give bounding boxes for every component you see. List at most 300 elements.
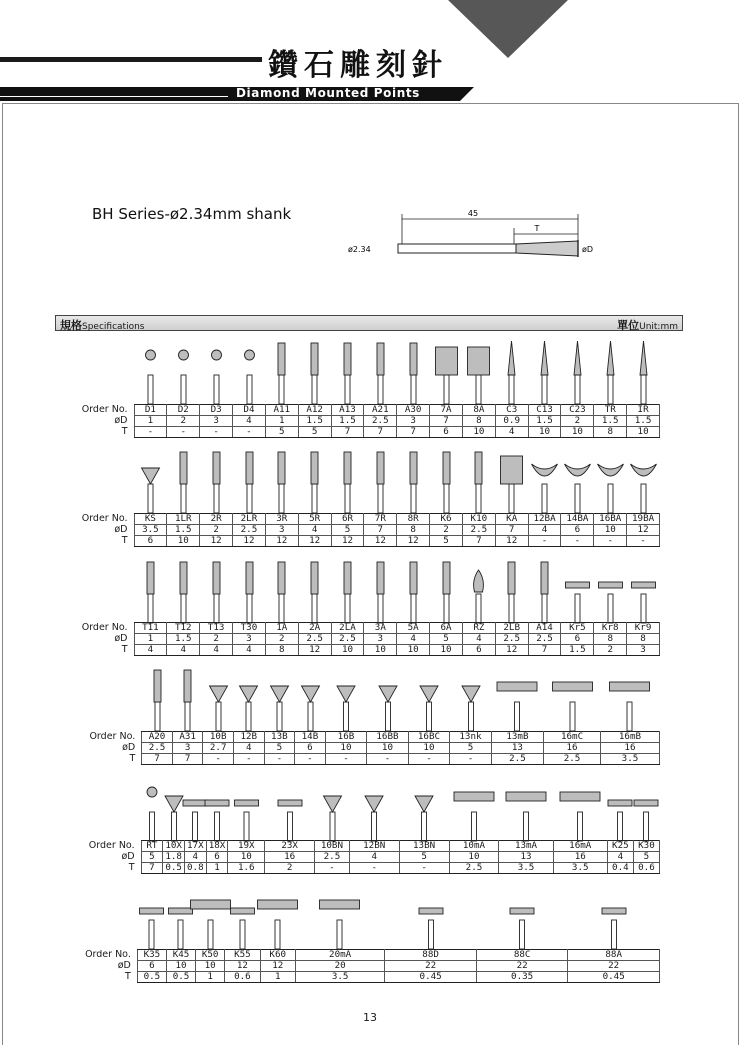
table-row-order (50, 623, 660, 634)
table-cell-t: 12 (495, 536, 528, 547)
table-cell-od: 1 (265, 416, 298, 427)
table-cell-order: D3 (200, 405, 233, 416)
table-cell-order: RT (141, 841, 163, 852)
tool-icon (632, 582, 656, 623)
table-cell-t: 3.5 (600, 754, 659, 765)
table-cell-t: 10 (462, 427, 495, 438)
table-cell-t: 0.45 (568, 972, 660, 983)
table-cell-t: 0.35 (476, 972, 568, 983)
table-cell-od: 2 (200, 525, 233, 536)
table-cell-t: 12 (364, 536, 397, 547)
tool-icon (553, 682, 593, 731)
table-cell-order: 13mB (491, 732, 543, 743)
table-cell-order: Kr9 (627, 623, 660, 634)
table-cell-od: 2.5 (331, 634, 364, 645)
table-cell-od: 10 (594, 525, 627, 536)
table-cell-t: 0.4 (607, 863, 633, 874)
table-cell-t: - (627, 536, 660, 547)
shank-t-label: T (534, 224, 540, 233)
row-label-t: T (125, 971, 131, 982)
table-cell-order: 5A (397, 623, 430, 634)
table-cell-t: 1 (206, 863, 228, 874)
tool-icon (607, 341, 614, 404)
header-rule (0, 57, 262, 62)
table-cell-order: 2LB (495, 623, 528, 634)
table-cell-t: 3.5 (499, 863, 553, 874)
table-cell-od: 10 (408, 743, 450, 754)
row-label-od: øD (121, 851, 135, 862)
table-cell-order: 16BB (367, 732, 409, 743)
table-cell-t: 5 (265, 427, 298, 438)
table-cell-order: 10BN (315, 841, 350, 852)
table-row-t (50, 427, 660, 438)
tool-icon (302, 686, 320, 731)
table-cell-od: 1.5 (627, 416, 660, 427)
table-cell-od: 1.8 (163, 852, 185, 863)
table-cell-od: 10 (449, 852, 499, 863)
table-cell-t: 12 (233, 536, 266, 547)
tool-icon (436, 347, 458, 404)
table-cell-t: 4 (167, 645, 200, 656)
tool-icon (337, 686, 355, 731)
tool-icon (468, 347, 490, 404)
table-cell-od: 10 (367, 743, 409, 754)
table-cell-t: 6 (134, 536, 167, 547)
table-cell-order: K25 (607, 841, 633, 852)
table-cell-t: 7 (331, 427, 364, 438)
tool-icon (210, 686, 228, 731)
table-cell-order: A30 (397, 405, 430, 416)
tool-icon (180, 562, 187, 623)
tool-icon (142, 468, 160, 513)
table-cell-t: 0.45 (385, 972, 477, 983)
table-cell-t: 3.5 (295, 972, 384, 983)
table-cell-t: - (200, 427, 233, 438)
table-cell-t: 12 (495, 645, 528, 656)
table-cell-order: 16mA (553, 841, 607, 852)
table-cell-od: 6 (206, 852, 228, 863)
table-cell-od: 2 (167, 416, 200, 427)
table-cell-od: 4 (397, 634, 430, 645)
table-cell-t: 7 (397, 427, 430, 438)
table-cell-t: 4 (200, 645, 233, 656)
specifications-label-en: Specifications (82, 322, 145, 332)
tool-icon (475, 452, 482, 513)
table-cell-od: 6 (295, 743, 326, 754)
table-cell-order: 2R (200, 514, 233, 525)
table-cell-od: 5 (264, 743, 295, 754)
table-cell-t: 7 (364, 427, 397, 438)
table-cell-order: 6A (430, 623, 463, 634)
table-cell-od: 10 (196, 961, 225, 972)
table-cell-t: 2.5 (544, 754, 601, 765)
table-cell-od: 1.5 (298, 416, 331, 427)
table-cell-od: 3 (364, 634, 397, 645)
tool-icon (344, 562, 351, 623)
tool-icon (278, 452, 285, 513)
tool-icon (506, 792, 546, 841)
table-cell-od: 16 (600, 743, 659, 754)
tool-icon (508, 562, 515, 623)
table-cell-t: 0.6 (633, 863, 659, 874)
table-cell-t: 8 (594, 427, 627, 438)
table-cell-t: 12 (200, 536, 233, 547)
table-cell-t: 1.6 (228, 863, 265, 874)
tool-icon (146, 350, 156, 404)
tool-icon (165, 796, 183, 841)
table-cell-od: 7 (495, 525, 528, 536)
table-cell-t: - (450, 754, 492, 765)
tool-icon (510, 908, 534, 949)
table-cell-t: 8 (265, 645, 298, 656)
spec-table-2 (50, 513, 660, 547)
table-cell-t: - (408, 754, 450, 765)
row-label-od: øD (114, 524, 128, 535)
table-cell-order: D2 (167, 405, 200, 416)
row-label-order: Order No. (89, 731, 136, 742)
table-cell-t: 7 (172, 754, 203, 765)
tool-icon (245, 350, 255, 404)
table-cell-order: C3 (495, 405, 528, 416)
table-cell-order: 16mB (600, 732, 659, 743)
tool-icon (271, 686, 289, 731)
tool-icon (154, 670, 161, 731)
table-cell-order: KS (134, 514, 167, 525)
table-cell-order: 20mA (295, 950, 384, 961)
table-cell-od: 1.5 (167, 525, 200, 536)
tool-icon (420, 686, 438, 731)
table-cell-order: D4 (233, 405, 266, 416)
table-cell-od: 4 (462, 634, 495, 645)
row-label-od: øD (114, 633, 128, 644)
table-cell-od: 2.5 (495, 634, 528, 645)
table-cell-t: 3.5 (553, 863, 607, 874)
table-cell-order: 1LR (167, 514, 200, 525)
tool-icon (213, 562, 220, 623)
table-cell-t: 2 (594, 645, 627, 656)
tool-icon (541, 562, 548, 623)
table-cell-order: A12 (298, 405, 331, 416)
table-cell-order: 2A (298, 623, 331, 634)
table-cell-t: 7 (462, 536, 495, 547)
shank-od-label: øD (582, 245, 594, 254)
table-cell-order: Kr5 (561, 623, 594, 634)
table-row-t (50, 863, 660, 874)
table-cell-order: 13BN (399, 841, 449, 852)
table-cell-t: 6 (462, 645, 495, 656)
tool-icon (311, 452, 318, 513)
table-row-order (50, 841, 660, 852)
table-cell-t: 4 (233, 645, 266, 656)
table-cell-order: 8R (397, 514, 430, 525)
table-cell-t: - (594, 536, 627, 547)
tool-icon (311, 562, 318, 623)
table-cell-od: 1.5 (594, 416, 627, 427)
unit-label (617, 317, 678, 333)
table-cell-order: T11 (134, 623, 167, 634)
table-cell-t: 10 (561, 427, 594, 438)
spec-table-3 (50, 622, 660, 656)
table-cell-order: D1 (134, 405, 167, 416)
tool-icon (631, 464, 657, 513)
table-cell-od: 3 (172, 743, 203, 754)
table-cell-t: - (367, 754, 409, 765)
row-label-t: T (121, 535, 128, 546)
table-cell-od: 3 (233, 634, 266, 645)
table-cell-order: T12 (167, 623, 200, 634)
shank-diameter-label: ø2.34 (348, 245, 371, 254)
row-label-order: Order No. (81, 513, 128, 524)
table-cell-od: 10 (166, 961, 195, 972)
table-cell-order: 12BA (528, 514, 561, 525)
table-cell-od: 2 (200, 634, 233, 645)
tool-icon (147, 787, 157, 841)
tool-icon (415, 796, 433, 841)
table-cell-order: 88D (385, 950, 477, 961)
page-title-cjk: 鑽石雕刻針 (268, 48, 448, 83)
table-cell-t: 0.5 (163, 863, 185, 874)
table-cell-od: 22 (476, 961, 568, 972)
table-cell-od: 7 (430, 416, 463, 427)
table-cell-order: 14B (295, 732, 326, 743)
row-label-t: T (121, 426, 128, 437)
table-row-t (50, 972, 660, 983)
spec-table-4 (50, 731, 660, 765)
table-cell-order: IR (627, 405, 660, 416)
table-cell-order: 6R (331, 514, 364, 525)
row-label-order: Order No. (81, 622, 128, 633)
table-cell-t: - (528, 536, 561, 547)
table-cell-od: 2 (265, 634, 298, 645)
table-row-t (50, 645, 660, 656)
table-cell-order: 16mC (544, 732, 601, 743)
table-cell-od: 10 (228, 852, 265, 863)
table-cell-order: 3A (364, 623, 397, 634)
table-cell-order: 88A (568, 950, 660, 961)
row-label-t: T (121, 644, 128, 655)
table-cell-t: - (134, 427, 167, 438)
table-cell-od: 1 (134, 634, 167, 645)
table-cell-t: 10 (397, 645, 430, 656)
tool-row-2 (0, 444, 740, 514)
table-cell-t: 2.5 (491, 754, 543, 765)
tool-icon (205, 800, 229, 841)
table-cell-order: 2LA (331, 623, 364, 634)
table-cell-od: 6 (561, 525, 594, 536)
tool-icon (344, 452, 351, 513)
table-cell-od: 8 (627, 634, 660, 645)
table-cell-t: - (315, 863, 350, 874)
tool-icon (379, 686, 397, 731)
table-cell-order: 13B (264, 732, 295, 743)
table-row-t (50, 536, 660, 547)
table-row-order (50, 405, 660, 416)
table-cell-t: 0.8 (184, 863, 206, 874)
tool-icon (574, 341, 581, 404)
table-cell-order: 12BN (349, 841, 399, 852)
tool-icon (602, 908, 626, 949)
table-cell-t: 12 (298, 536, 331, 547)
table-cell-t: 5 (298, 427, 331, 438)
table-cell-od: 4 (233, 416, 266, 427)
table-cell-order: K55 (225, 950, 260, 961)
table-cell-od: 4 (607, 852, 633, 863)
table-cell-od: 1 (134, 416, 167, 427)
table-cell-t: - (203, 754, 234, 765)
table-cell-t: 2.5 (449, 863, 499, 874)
table-cell-od: 2.5 (142, 743, 173, 754)
tool-icon (565, 464, 591, 513)
table-cell-od: 16 (553, 852, 607, 863)
table-cell-t: 10 (627, 427, 660, 438)
table-cell-order: A13 (331, 405, 364, 416)
tool-icon (508, 341, 515, 404)
table-cell-od: 20 (295, 961, 384, 972)
tool-icon (377, 562, 384, 623)
table-cell-od: 3 (397, 416, 430, 427)
table-cell-t: 1 (196, 972, 225, 983)
tool-icon (497, 682, 537, 731)
tool-icon (474, 570, 484, 623)
table-cell-order: K45 (166, 950, 195, 961)
tool-icon (560, 792, 600, 841)
table-cell-t: - (264, 754, 295, 765)
table-cell-t: 12 (331, 536, 364, 547)
unit-label-en: Unit:mm (639, 322, 678, 332)
specifications-label-cjk: 規格 (60, 319, 82, 332)
series-title: BH Series-ø2.34mm shank (92, 205, 292, 223)
table-cell-order: 16BA (594, 514, 627, 525)
table-row-od (50, 961, 660, 972)
table-cell-t: 7 (142, 754, 173, 765)
tool-row-6 (0, 880, 740, 950)
table-row-od (50, 416, 660, 427)
table-cell-order: A20 (142, 732, 173, 743)
tool-icon (180, 452, 187, 513)
table-cell-od: 1.5 (528, 416, 561, 427)
table-cell-t: 12 (298, 645, 331, 656)
table-cell-order: 18X (206, 841, 228, 852)
row-label-od: øD (117, 960, 131, 971)
tool-icon (634, 800, 658, 841)
table-cell-od: 3 (200, 416, 233, 427)
table-row-od (50, 525, 660, 536)
table-cell-od: 4 (233, 743, 264, 754)
table-cell-order: K30 (633, 841, 659, 852)
tool-icon (541, 341, 548, 404)
shank-length-label: 45 (467, 209, 479, 218)
table-cell-order: 14BA (561, 514, 594, 525)
table-cell-t: 12 (265, 536, 298, 547)
table-row-od (50, 743, 660, 754)
table-cell-od: 12 (627, 525, 660, 536)
subtitle-bar-line (0, 96, 228, 97)
table-cell-od: 6 (561, 634, 594, 645)
table-cell-od: 7 (364, 525, 397, 536)
table-cell-order: 10X (163, 841, 185, 852)
tool-icon (608, 800, 632, 841)
table-cell-od: 2.5 (462, 525, 495, 536)
table-row-t (50, 754, 660, 765)
tool-icon (183, 800, 207, 841)
tool-row-1 (0, 335, 740, 405)
table-cell-od: 10 (325, 743, 367, 754)
table-cell-t: 3 (627, 645, 660, 656)
shank-diagram (340, 205, 610, 270)
tool-icon (246, 452, 253, 513)
row-label-order: Order No. (85, 949, 131, 960)
table-cell-order: 10mA (449, 841, 499, 852)
table-cell-order: 12B (233, 732, 264, 743)
tool-icon (365, 796, 383, 841)
table-row-order (50, 514, 660, 525)
table-cell-order: 19X (228, 841, 265, 852)
tool-icon (640, 341, 647, 404)
tool-icon (599, 582, 623, 623)
table-cell-t: - (561, 536, 594, 547)
table-cell-t: 0.5 (137, 972, 166, 983)
table-cell-order: 7A (430, 405, 463, 416)
table-cell-t: 7 (528, 645, 561, 656)
table-cell-order: A31 (172, 732, 203, 743)
table-cell-od: 13 (499, 852, 553, 863)
table-cell-t: 1 (260, 972, 295, 983)
table-cell-t: 4 (134, 645, 167, 656)
table-cell-od: 2.5 (364, 416, 397, 427)
subtitle-bar-tail (460, 87, 474, 101)
table-cell-t: 10 (364, 645, 397, 656)
tool-icon (410, 452, 417, 513)
table-cell-order: 10B (203, 732, 234, 743)
table-cell-order: KA (495, 514, 528, 525)
tool-icon (212, 350, 222, 404)
tool-row-3 (0, 554, 740, 624)
table-cell-od: 22 (568, 961, 660, 972)
tool-icon (179, 350, 189, 404)
table-cell-od: 2.5 (528, 634, 561, 645)
table-row-order (50, 950, 660, 961)
table-cell-od: 5 (633, 852, 659, 863)
tool-icon (377, 343, 384, 404)
tool-icon (213, 452, 220, 513)
table-cell-order: 88C (476, 950, 568, 961)
table-cell-t: 10 (331, 645, 364, 656)
tool-icon (311, 343, 318, 404)
table-cell-t: 0.6 (225, 972, 260, 983)
table-cell-t: - (399, 863, 449, 874)
table-cell-order: 3R (265, 514, 298, 525)
tool-icon (184, 670, 191, 731)
tool-icon (462, 686, 480, 731)
row-label-order: Order No. (88, 840, 135, 851)
row-label-t: T (129, 753, 136, 764)
page-subtitle: Diamond Mounted Points (236, 86, 420, 100)
table-cell-od: 5 (430, 634, 463, 645)
table-cell-t: - (349, 863, 399, 874)
table-cell-od: 6 (137, 961, 166, 972)
table-cell-order: 8A (462, 405, 495, 416)
table-cell-od: 5 (399, 852, 449, 863)
table-cell-t: - (233, 427, 266, 438)
table-cell-od: 8 (397, 525, 430, 536)
table-cell-od: 3 (265, 525, 298, 536)
tool-icon (410, 562, 417, 623)
table-cell-od: 2 (561, 416, 594, 427)
table-row-od (50, 634, 660, 645)
table-cell-od: 2 (430, 525, 463, 536)
table-cell-t: 6 (430, 427, 463, 438)
spec-table-6 (50, 949, 660, 983)
